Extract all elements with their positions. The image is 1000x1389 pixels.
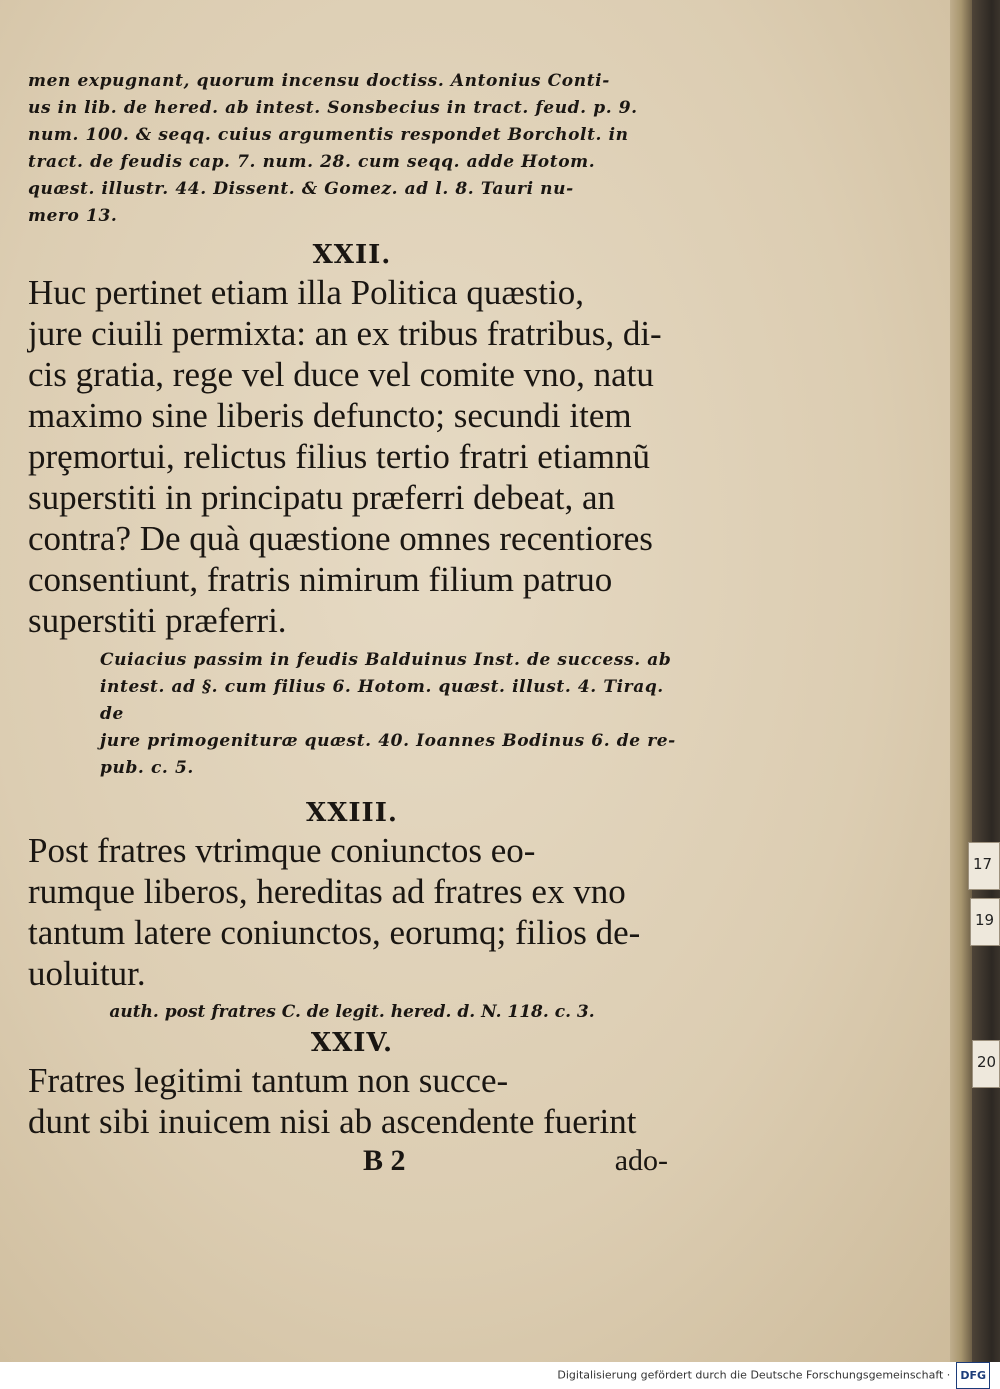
section-text-24: Fratres legitimi tantum non succe- dunt sibi inuicem nisi ab ascendente fuerint xyxy=(28,1061,637,1141)
page-text-area xyxy=(28,68,676,1184)
index-tab: 20 xyxy=(972,1040,1000,1088)
dfg-logo: DFG xyxy=(956,1362,990,1389)
digitization-footer xyxy=(0,1362,1000,1387)
section-text-22: Huc pertinet etiam illa Politica quæstio, jure ciuili permixta: an ex tribus fratribus, di- cis gratia, rege vel duce vel comite vno, natu maximo sine liberis defuncto; secundi item prȩmortui, relictus filius tertio fratri etiamnũ superstiti in principatu præferri debeat, an contra? De quà quæstione omnes recentiores consentiunt, fratris nimirum filium patruo superstiti præferri. xyxy=(28,273,662,640)
book-spine xyxy=(972,0,1000,1362)
catchword: ado- xyxy=(614,1144,668,1177)
marginal-note-top: men expugnant, quorum incensu doctiss. Antonius Conti- us in lib. de hered. ab intest. Sonsbecius in tract. feud. p. 9. num. 100. & seqq. cuius argumentis respondet Borcholt. in tract. de feudis cap. 7. num. 28. cum seqq. adde Hotom. quæst. illustr. 44. Dissent. & Gomez. ad l. 8. Tauri nu- mero 13. xyxy=(28,71,638,226)
section-text-23: Post fratres vtrimque coniunctos eo- rumque liberos, hereditas ad fratres ex vno tantum latere coniunctos, eorumq; filios de- uoluitur. xyxy=(28,831,641,993)
page-edge xyxy=(950,0,972,1362)
section-note-22: Cuiacius passim in feudis Balduinus Inst. de success. ab intest. ad §. cum filius 6. Hotom. quæst. illust. 4. Tiraq. de jure primogenituræ quæst. 40. Ioannes Bodinus 6. de re- pub. c. 5. xyxy=(100,650,676,778)
index-tab: 17 xyxy=(968,842,1000,890)
signature-mark: B 2 xyxy=(363,1144,406,1177)
section-heading-22: XXII. xyxy=(312,240,392,270)
footer-text: Digitalisierung gefördert durch die Deutsche Forschungsgemeinschaft · xyxy=(557,1368,951,1382)
index-tab: 19 xyxy=(970,898,1000,946)
page-footer-line xyxy=(28,1144,676,1184)
section-heading-23: XXIII. xyxy=(306,798,398,828)
section-heading-24: XXIV. xyxy=(310,1028,394,1058)
section-citation-23: auth. post fratres C. de legit. hered. d. N. 118. c. 3. xyxy=(109,1002,595,1022)
